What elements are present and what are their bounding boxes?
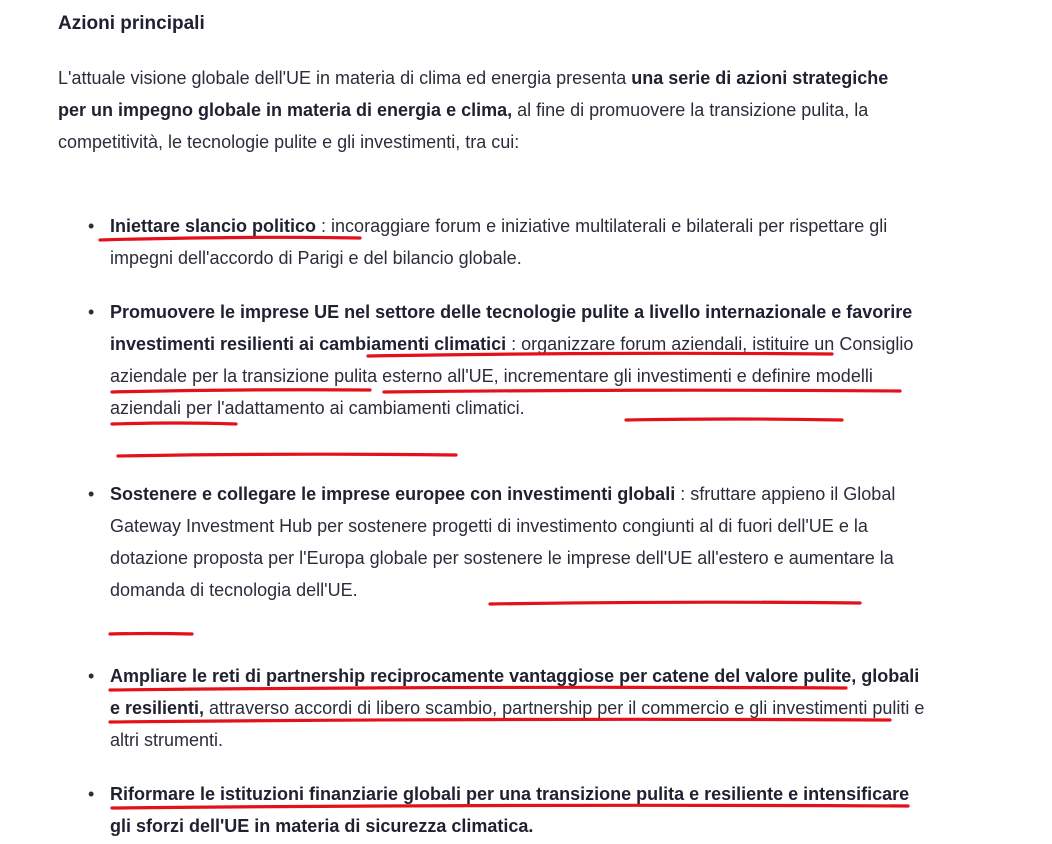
intro-text-start: L'attuale visione globale dell'UE in materia di clima ed energia presenta bbox=[58, 68, 632, 88]
item-title: Riformare le istituzioni finanziarie globali per una transizione pulita e resiliente e intensificare gli sforzi dell'UE in materia di sicurezza climatica. bbox=[110, 784, 910, 836]
item-text: attraverso accordi di libero scambio, partnership per il commercio e gli investimenti puliti e altri strumenti. bbox=[110, 698, 925, 750]
bullet-icon: • bbox=[88, 302, 95, 322]
item-title: Promuovere le imprese UE nel settore delle tecnologie pulite a livello internazionale e favorire investimenti resilienti ai cambiamenti climatici bbox=[110, 302, 913, 354]
section-heading: Azioni principali bbox=[58, 13, 205, 34]
item-text: : organizzare forum aziendali, istituire un Consiglio aziendale per la transizione pulita esterno all'UE, incrementare gli investimenti e definire modelli aziendali per l'adattamento ai cambiamenti climatici. bbox=[110, 334, 914, 418]
list-item bbox=[88, 296, 930, 424]
bullet-icon: • bbox=[88, 666, 95, 686]
item-title: Iniettare slancio politico bbox=[110, 216, 317, 236]
list-item bbox=[88, 778, 930, 842]
underline-mark bbox=[110, 634, 192, 635]
list-item bbox=[88, 478, 930, 606]
item-title: Sostenere e collegare le imprese europee con investimenti globali bbox=[110, 484, 676, 504]
intro-text-end: al fine di promuovere la transizione pulita, la competitività, le tecnologie pulite e gli investimenti, tra cui: bbox=[58, 100, 869, 152]
list-item bbox=[88, 660, 930, 756]
bullet-icon: • bbox=[88, 484, 95, 504]
item-title: Ampliare le reti di partnership reciprocamente vantaggiose per catene del valore pulite, globali e resilienti, bbox=[110, 666, 920, 718]
item-text: : incoraggiare forum e iniziative multilaterali e bilaterali per rispettare gli impegni dell'accordo di Parigi e del bilancio globale. bbox=[110, 216, 888, 268]
underline-mark bbox=[118, 454, 456, 456]
intro-text-bold: una serie di azioni strategiche per un impegno globale in materia di energia e clima, bbox=[58, 68, 889, 120]
list-item bbox=[88, 210, 930, 274]
bullet-icon: • bbox=[88, 216, 95, 236]
item-text: : sfruttare appieno il Global Gateway Investment Hub per sostenere progetti di investimento congiunti al di fuori dell'UE e la dotazione proposta per l'Europa globale per sostenere le imprese dell'UE all'estero e aumentare la domanda di tecnologia dell'UE. bbox=[110, 484, 896, 600]
bullet-icon: • bbox=[88, 784, 95, 804]
